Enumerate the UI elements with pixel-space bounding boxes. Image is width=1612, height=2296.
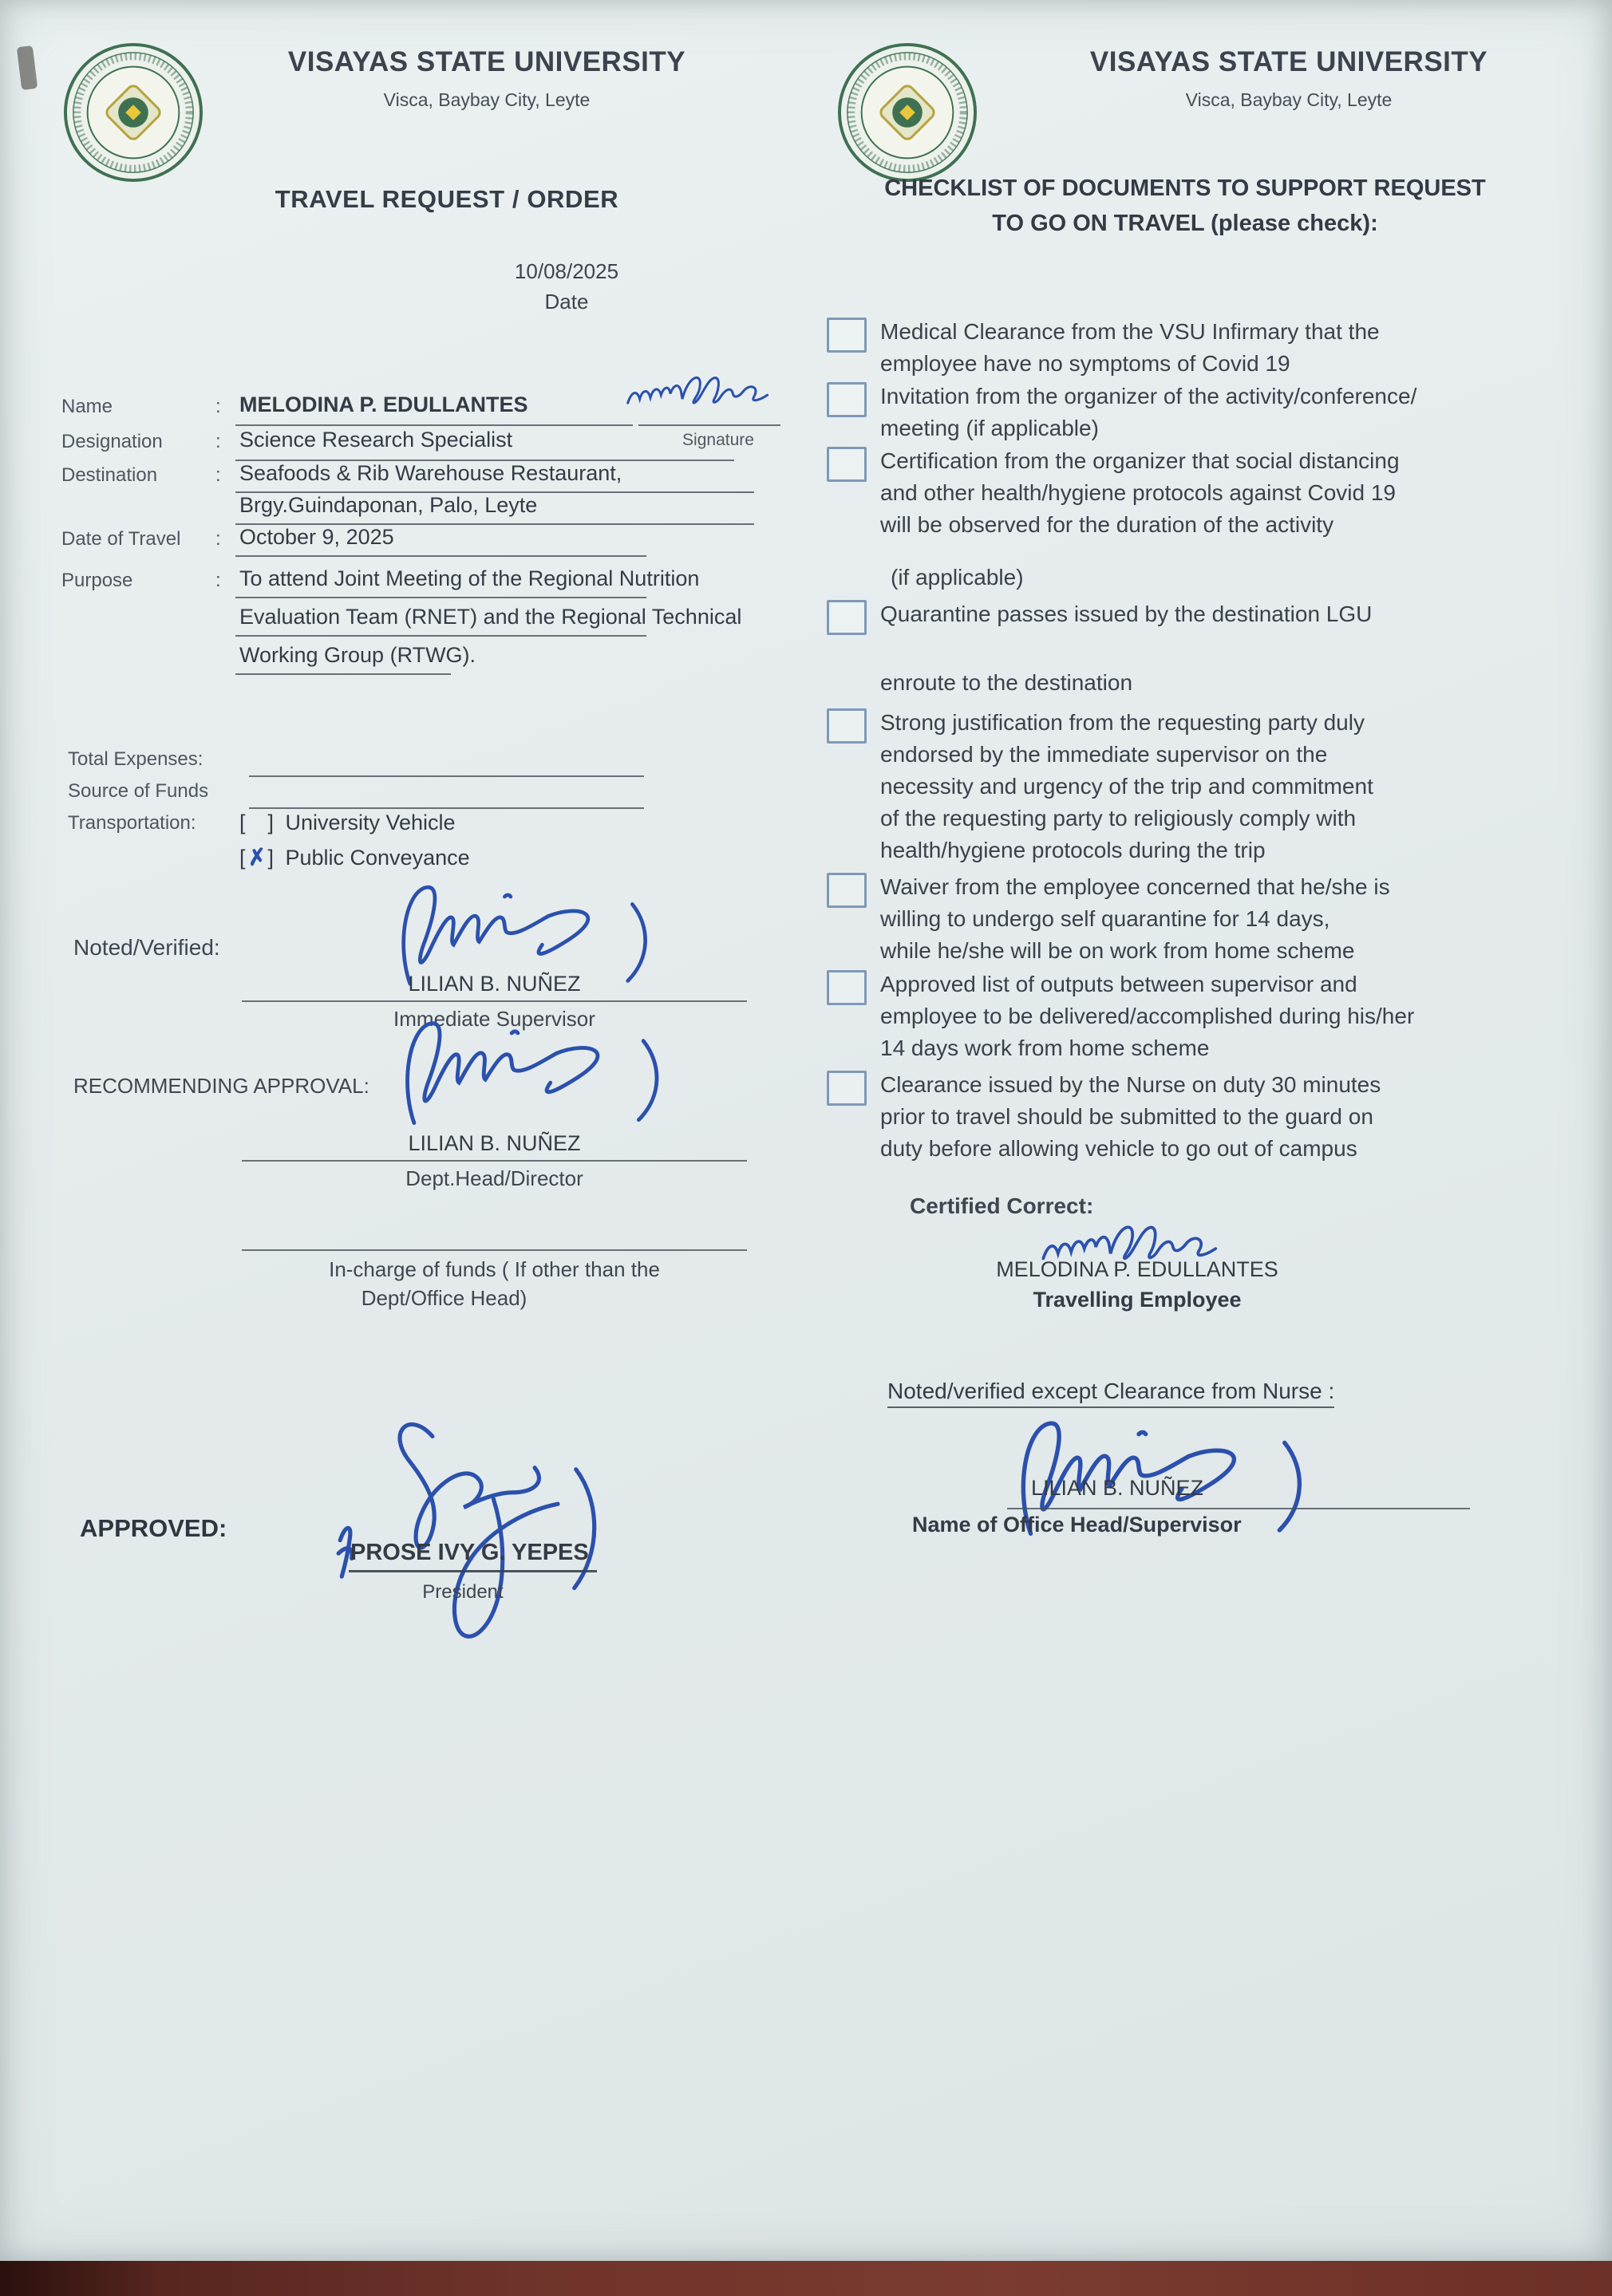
university-vehicle-label: University Vehicle [285,811,456,834]
checklist-line: Waiver from the employee concerned that he/she is [880,874,1390,899]
travel-date-underline [235,555,646,557]
university-vehicle-mark [246,829,268,831]
form-title: TRAVEL REQUEST / ORDER [275,185,619,213]
checklist-item-medical-clearance [827,316,1585,380]
certified-name: MELODINA P. EDULLANTES [996,1257,1278,1281]
checklist-line: Approved list of outputs between supervisor and [880,972,1357,996]
checklist-item-approved-outputs [827,969,1585,1064]
checklist-line: (if applicable) [891,565,1024,590]
checklist-line: while he/she will be on work from home scheme [880,938,1355,963]
purpose-underline-3 [235,673,451,675]
checkbox-unchecked [827,873,867,908]
checkbox-unchecked [827,318,867,353]
checklist-line: Clearance issued by the Nurse on duty 30 minutes [880,1072,1381,1097]
checklist-line: Invitation from the organizer of the activity/conference/ [880,384,1417,408]
checklist-line: willing to undergo self quarantine for 14 days, [880,906,1330,931]
purpose-value-line1: To attend Joint Meeting of the Regional Nutrition [239,566,700,590]
checklist-line: endorsed by the immediate supervisor on the [880,742,1328,767]
office-head-underline [1007,1508,1470,1509]
checklist-item-strong-justification [827,707,1585,866]
checklist-line: prior to travel should be submitted to the guard on [880,1104,1373,1129]
total-expenses-label: Total Expenses: [68,748,203,770]
checklist-line: health/hygiene protocols during the trip [880,838,1266,862]
noted-name: LILIAN B. NUÑEZ [408,972,581,996]
recommending-underline [242,1160,747,1162]
colon: : [215,570,221,591]
bracket-close: ] [267,846,275,870]
checklist-item-nurse-clearance [827,1069,1585,1165]
university-name: VISAYAS STATE UNIVERSITY [287,46,686,77]
signature-yepes [283,1400,634,1647]
colon: : [215,464,221,486]
certified-correct-label: Certified Correct: [910,1193,1094,1218]
checklist-line: Quarantine passes issued by the destination LGU [880,602,1373,626]
checklist-line: Strong justification from the requesting party duly [880,710,1365,735]
signature-underline [638,424,780,426]
office-head-title: Name of Office Head/Supervisor [912,1513,1242,1537]
name-value: MELODINA P. EDULLANTES [239,393,528,416]
checkbox-unchecked [827,382,867,417]
incharge-caption-line1: In-charge of funds ( If other than the [329,1257,660,1281]
checkbox-unchecked [827,447,867,482]
signature-nunez-recommending [383,1007,702,1138]
source-of-funds-label: Source of Funds [68,780,209,802]
transportation-label: Transportation: [68,812,196,834]
transport-option-university-vehicle [239,811,456,835]
purpose-underline-2 [235,635,646,637]
university-name: VISAYAS STATE UNIVERSITY [1089,46,1488,77]
purpose-value-line3: Working Group (RTWG). [239,643,476,667]
checklist-line: will be observed for the duration of the activity [880,512,1334,537]
certified-title: Travelling Employee [1033,1288,1242,1312]
scan-artifact [17,45,38,90]
approved-label: APPROVED: [80,1514,227,1542]
checklist-line: employee to be delivered/accomplished during his/her [880,1004,1415,1028]
destination-value-line2: Brgy.Guindaponan, Palo, Leyte [239,493,538,517]
checklist-item-certification [827,445,1585,590]
noted-underline [242,1000,747,1002]
total-expenses-underline [249,775,644,777]
signature-edullantes [622,363,782,420]
destination-label: Destination [61,464,158,486]
travel-date-label: Date of Travel [61,528,181,550]
checklist-item-waiver [827,871,1585,967]
checklist-line: 14 days work from home scheme [880,1036,1210,1060]
checklist-line: of the requesting party to religiously comply with [880,806,1357,830]
signature-caption: Signature [682,431,754,449]
request-date-label: Date [544,290,589,314]
recommending-name: LILIAN B. NUÑEZ [408,1131,581,1155]
colon: : [215,396,221,417]
checkbox-unchecked [827,708,867,744]
checklist-line: duty before allowing vehicle to go out of campus [880,1136,1357,1161]
checklist-title-line2: TO GO ON TRAVEL (please check): [992,211,1378,236]
scan-bottom-edge [0,2261,1612,2296]
destination-value-line1: Seafoods & Rib Warehouse Restaurant, [239,461,622,485]
vsu-seal-icon [62,41,204,183]
designation-value: Science Research Specialist [239,428,513,452]
incharge-caption-line2: Dept/Office Head) [361,1286,527,1310]
checklist-line: meeting (if applicable) [880,416,1099,440]
noted-title: Immediate Supervisor [393,1007,595,1031]
checklist-line: Medical Clearance from the VSU Infirmary that the [880,319,1380,344]
checkbox-public-conveyance [239,843,275,871]
checklist-line: employee have no symptoms of Covid 19 [880,351,1290,376]
checklist-line: necessity and urgency of the trip and commitment [880,774,1373,799]
bracket-close: ] [267,811,275,834]
checkbox-unchecked [827,1071,867,1106]
designation-label: Designation [61,431,163,452]
name-label: Name [61,396,113,417]
checkbox-unchecked [827,970,867,1005]
checkbox-university-vehicle [239,811,274,834]
recommending-title: Dept.Head/Director [405,1166,583,1190]
checklist-item-invitation [827,381,1585,444]
vsu-seal-icon [836,41,978,183]
name-underline [235,424,633,426]
request-date-value: 10/08/2025 [514,259,619,283]
checklist-item-quarantine-passes [827,598,1585,695]
approved-name: PROSE IVY G. YEPES [349,1540,597,1572]
checklist-line: enroute to the destination [880,670,1133,695]
incharge-underline [242,1249,747,1251]
noted-verified-label: Noted/Verified: [73,935,220,960]
university-address: Visca, Baybay City, Leyte [383,89,591,110]
checkbox-unchecked [827,600,867,635]
travel-date-value: October 9, 2025 [239,525,394,549]
transport-option-public-conveyance [239,844,470,870]
checklist-line: and other health/hygiene protocols against Covid 19 [880,480,1396,505]
checklist-line: Certification from the organizer that social distancing [880,448,1400,473]
public-conveyance-checkmark: ✗ [246,843,267,871]
colon: : [215,431,221,452]
university-address: Visca, Baybay City, Leyte [1185,89,1393,110]
public-conveyance-label: Public Conveyance [285,846,470,870]
bracket-open: [ [239,846,246,870]
purpose-underline-1 [235,597,646,598]
colon: : [215,528,221,550]
office-head-name: LILIAN B. NUÑEZ [1031,1476,1204,1500]
source-of-funds-underline [249,807,644,809]
recommending-approval-label: RECOMMENDING APPROVAL: [73,1074,369,1098]
noted-except-label: Noted/verified except Clearance from Nurse : [887,1379,1334,1408]
purpose-value-line2: Evaluation Team (RNET) and the Regional Technical [239,605,742,629]
purpose-label: Purpose [61,570,133,591]
approved-name-wrap [349,1540,597,1572]
bracket-open: [ [239,811,246,834]
checklist-title-line1: CHECKLIST OF DOCUMENTS TO SUPPORT REQUEST [884,176,1486,201]
approved-title: President [422,1581,504,1603]
